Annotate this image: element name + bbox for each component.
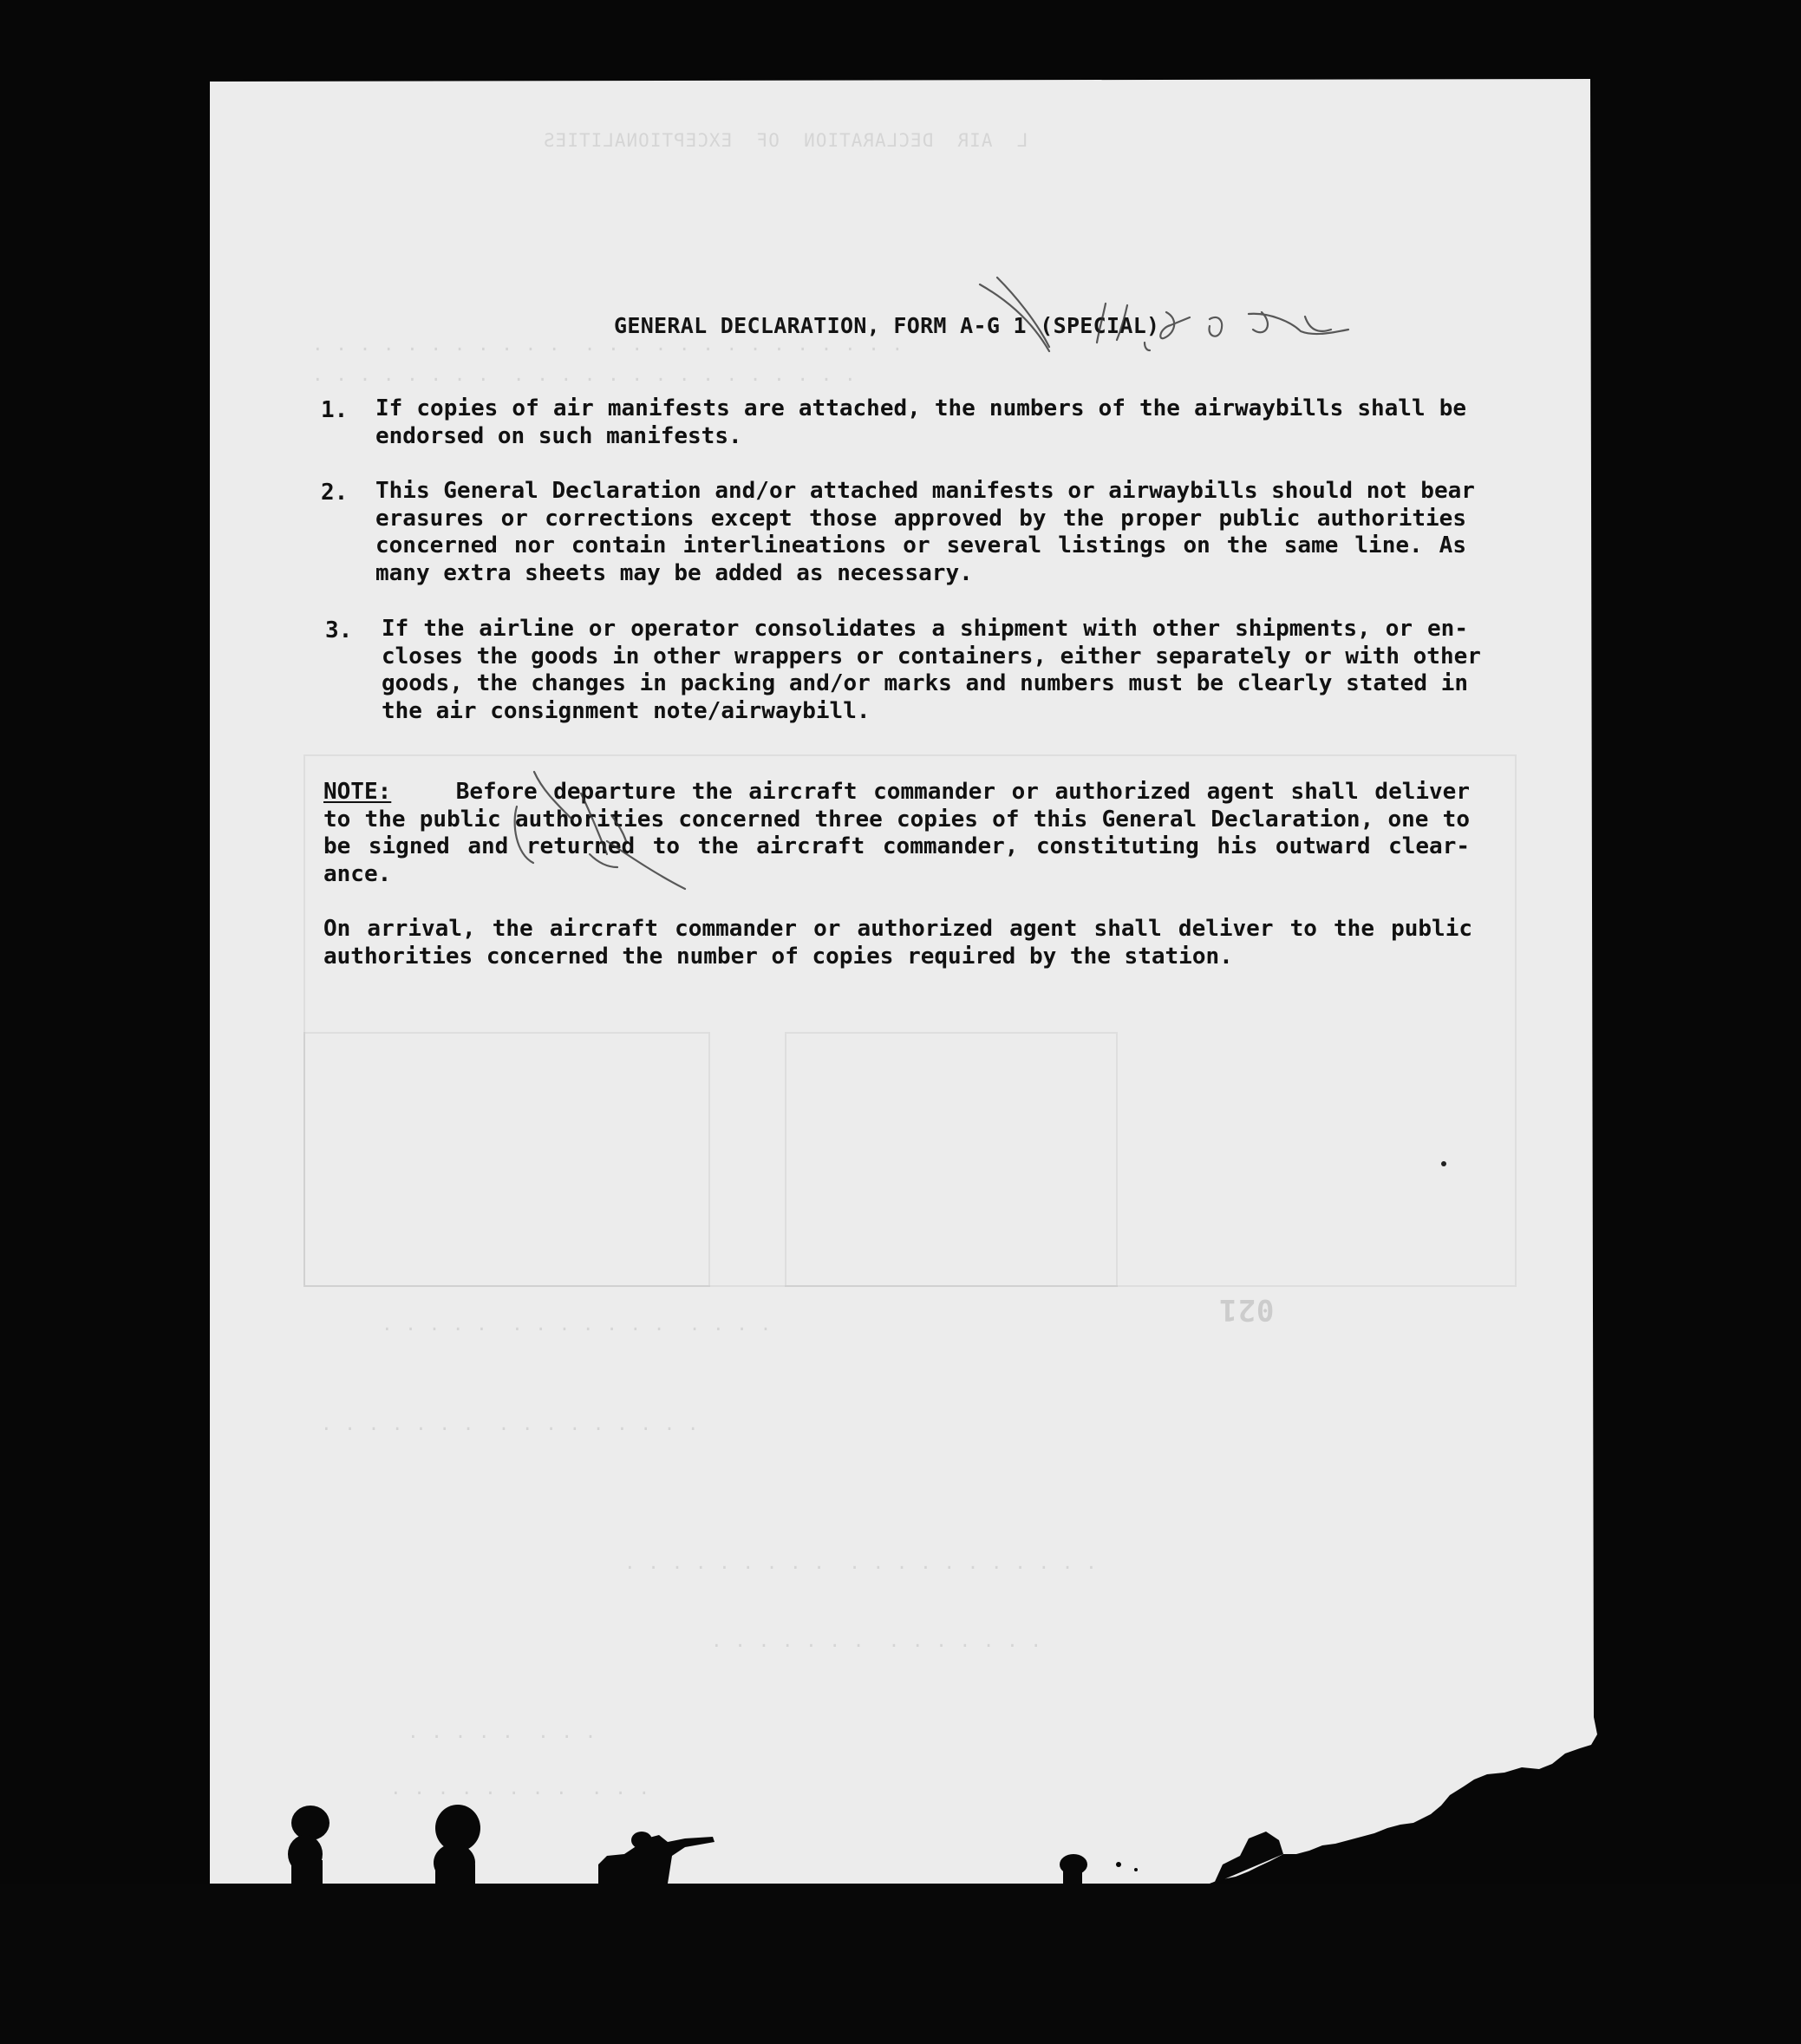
note-line: be signed and returned to the aircraft commander, constituting his outward clear- — [323, 833, 1470, 859]
item-2-line: concerned nor contain interlineations or several listings on the same line. As — [375, 532, 1466, 558]
item-1-number: 1. — [321, 397, 349, 423]
ghost-number: 021 — [1218, 1292, 1275, 1327]
ghost-text: L AIR DECLARATION OF EXCEPTIONALITIES — [543, 130, 1028, 151]
item-1-text — [375, 395, 1466, 450]
note-line: to the public authorities concerned three copies of this General Declaration, one to — [323, 806, 1470, 833]
item-2-line: erasures or corrections except those approved by the proper public authorities — [375, 505, 1466, 532]
ghost-text: . . . . . . . . . . . . . . . . . . . . — [624, 1552, 1098, 1573]
ghost-text: . . . . . . . . . . . — [390, 1778, 651, 1799]
ghost-table-cell — [303, 1032, 710, 1287]
item-3-line: goods, the changes in packing and/or marks and numbers must be clearly stated in — [382, 670, 1468, 696]
item-3-line: closes the goods in other wrappers or containers, either separately or with other — [382, 643, 1481, 669]
document-title: GENERAL DECLARATION, FORM A-G 1 (SPECIAL) — [614, 313, 1160, 338]
item-1-line: endorsed on such manifests. — [375, 422, 742, 449]
note-first-line-text: Before departure the aircraft commander or authorized agent shall deliver — [455, 779, 1470, 805]
item-2-text — [375, 478, 1475, 587]
arrival-line: authorities concerned the number of copies required by the station. — [323, 943, 1233, 970]
ghost-text: . . . . . . . . . . . . . . — [711, 1630, 1043, 1651]
ghost-table-cell — [785, 1032, 1118, 1287]
item-3-line: If the airline or operator consolidates a shipment with other shipments, or en- — [382, 616, 1468, 642]
item-3-line: the air consignment note/airwaybill. — [382, 697, 871, 724]
note-block — [323, 779, 1470, 888]
ghost-text: . . . . . . . . . . . . . . . . — [382, 1314, 773, 1335]
item-3-text — [382, 616, 1481, 725]
ghost-text: . . . . . . . . . . . . . . . . . . . . . . . . . — [312, 334, 904, 355]
ghost-text: . . . . . . . . . . . . . . . . — [321, 1414, 700, 1434]
item-2-line: many extra sheets may be added as necessary. — [375, 559, 973, 586]
arrival-line: On arrival, the aircraft commander or authorized agent shall deliver to the public — [323, 916, 1472, 942]
item-2-line: This General Declaration and/or attached manifests or airwaybills should not bear — [375, 478, 1475, 504]
item-1-line: If copies of air manifests are attached, the numbers of the airwaybills shall be — [375, 395, 1466, 421]
item-2-number: 2. — [321, 480, 349, 506]
ghost-text: . . . . . . . . . . . . . . . . . . . . . . . — [312, 364, 857, 385]
note-first-line — [323, 779, 1470, 806]
note-line: ance. — [323, 860, 392, 887]
item-3-number: 3. — [325, 617, 353, 643]
arrival-block — [323, 916, 1472, 970]
ghost-text: . . . . . . . . — [408, 1721, 597, 1742]
note-label: NOTE: — [323, 779, 392, 805]
